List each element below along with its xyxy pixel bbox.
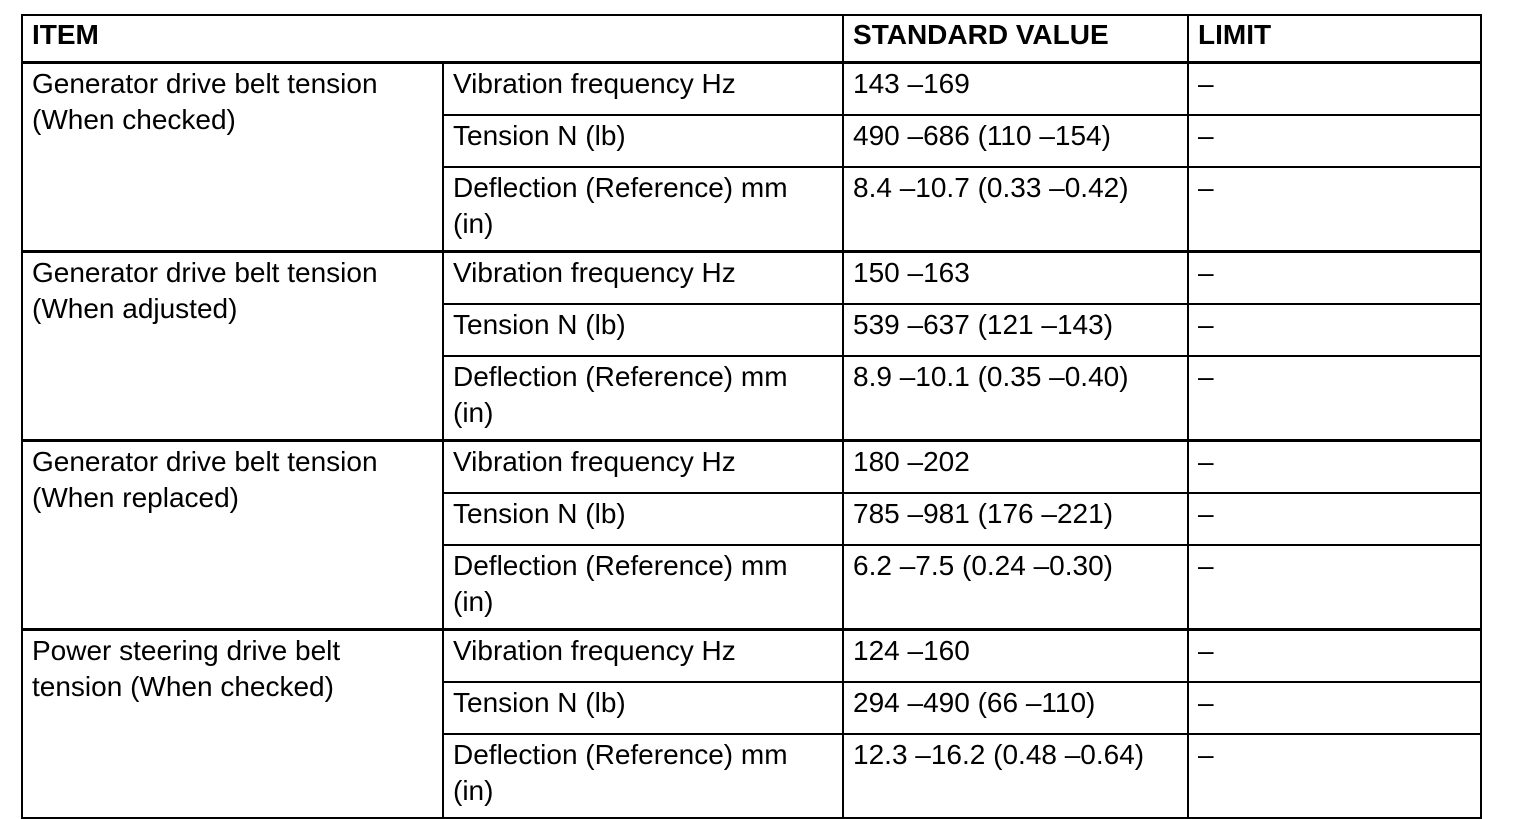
specification-table xyxy=(21,14,1482,819)
item-name: Power steering drive belt tension (When checked) xyxy=(22,630,443,819)
item-group xyxy=(22,63,1481,252)
item-group xyxy=(22,252,1481,441)
item-name: Generator drive belt tension (When adjusted) xyxy=(22,252,443,441)
header-item: ITEM xyxy=(22,15,843,63)
limit-cell: – xyxy=(1188,304,1481,356)
header-row xyxy=(22,15,1481,63)
limit-cell: – xyxy=(1188,630,1481,683)
standard-value-cell: 294 –490 (66 –110) xyxy=(843,682,1188,734)
limit-cell: – xyxy=(1188,493,1481,545)
parameter-cell: Vibration frequency Hz xyxy=(443,441,843,494)
standard-value-cell: 124 –160 xyxy=(843,630,1188,683)
limit-cell: – xyxy=(1188,545,1481,630)
parameter-cell: Tension N (lb) xyxy=(443,304,843,356)
parameter-cell: Vibration frequency Hz xyxy=(443,630,843,683)
standard-value-cell: 8.4 –10.7 (0.33 –0.42) xyxy=(843,167,1188,252)
standard-value-cell: 180 –202 xyxy=(843,441,1188,494)
table-row xyxy=(22,441,1481,494)
item-group xyxy=(22,630,1481,819)
parameter-cell: Tension N (lb) xyxy=(443,115,843,167)
standard-value-cell: 539 –637 (121 –143) xyxy=(843,304,1188,356)
limit-cell: – xyxy=(1188,115,1481,167)
limit-cell: – xyxy=(1188,63,1481,116)
limit-cell: – xyxy=(1188,682,1481,734)
standard-value-cell: 785 –981 (176 –221) xyxy=(843,493,1188,545)
parameter-cell: Vibration frequency Hz xyxy=(443,252,843,305)
table-row xyxy=(22,252,1481,305)
parameter-cell: Deflection (Reference) mm (in) xyxy=(443,545,843,630)
standard-value-cell: 6.2 –7.5 (0.24 –0.30) xyxy=(843,545,1188,630)
limit-cell: – xyxy=(1188,167,1481,252)
parameter-cell: Tension N (lb) xyxy=(443,493,843,545)
item-name: Generator drive belt tension (When replaced) xyxy=(22,441,443,630)
parameter-cell: Deflection (Reference) mm (in) xyxy=(443,356,843,441)
parameter-cell: Deflection (Reference) mm (in) xyxy=(443,734,843,818)
standard-value-cell: 143 –169 xyxy=(843,63,1188,116)
table-row xyxy=(22,63,1481,116)
parameter-cell: Vibration frequency Hz xyxy=(443,63,843,116)
item-name: Generator drive belt tension (When checked) xyxy=(22,63,443,252)
parameter-cell: Tension N (lb) xyxy=(443,682,843,734)
header-standard-value: STANDARD VALUE xyxy=(843,15,1188,63)
limit-cell: – xyxy=(1188,356,1481,441)
standard-value-cell: 12.3 –16.2 (0.48 –0.64) xyxy=(843,734,1188,818)
standard-value-cell: 150 –163 xyxy=(843,252,1188,305)
table-row xyxy=(22,630,1481,683)
header-limit: LIMIT xyxy=(1188,15,1481,63)
standard-value-cell: 490 –686 (110 –154) xyxy=(843,115,1188,167)
limit-cell: – xyxy=(1188,252,1481,305)
standard-value-cell: 8.9 –10.1 (0.35 –0.40) xyxy=(843,356,1188,441)
parameter-cell: Deflection (Reference) mm (in) xyxy=(443,167,843,252)
limit-cell: – xyxy=(1188,734,1481,818)
limit-cell: – xyxy=(1188,441,1481,494)
item-group xyxy=(22,441,1481,630)
